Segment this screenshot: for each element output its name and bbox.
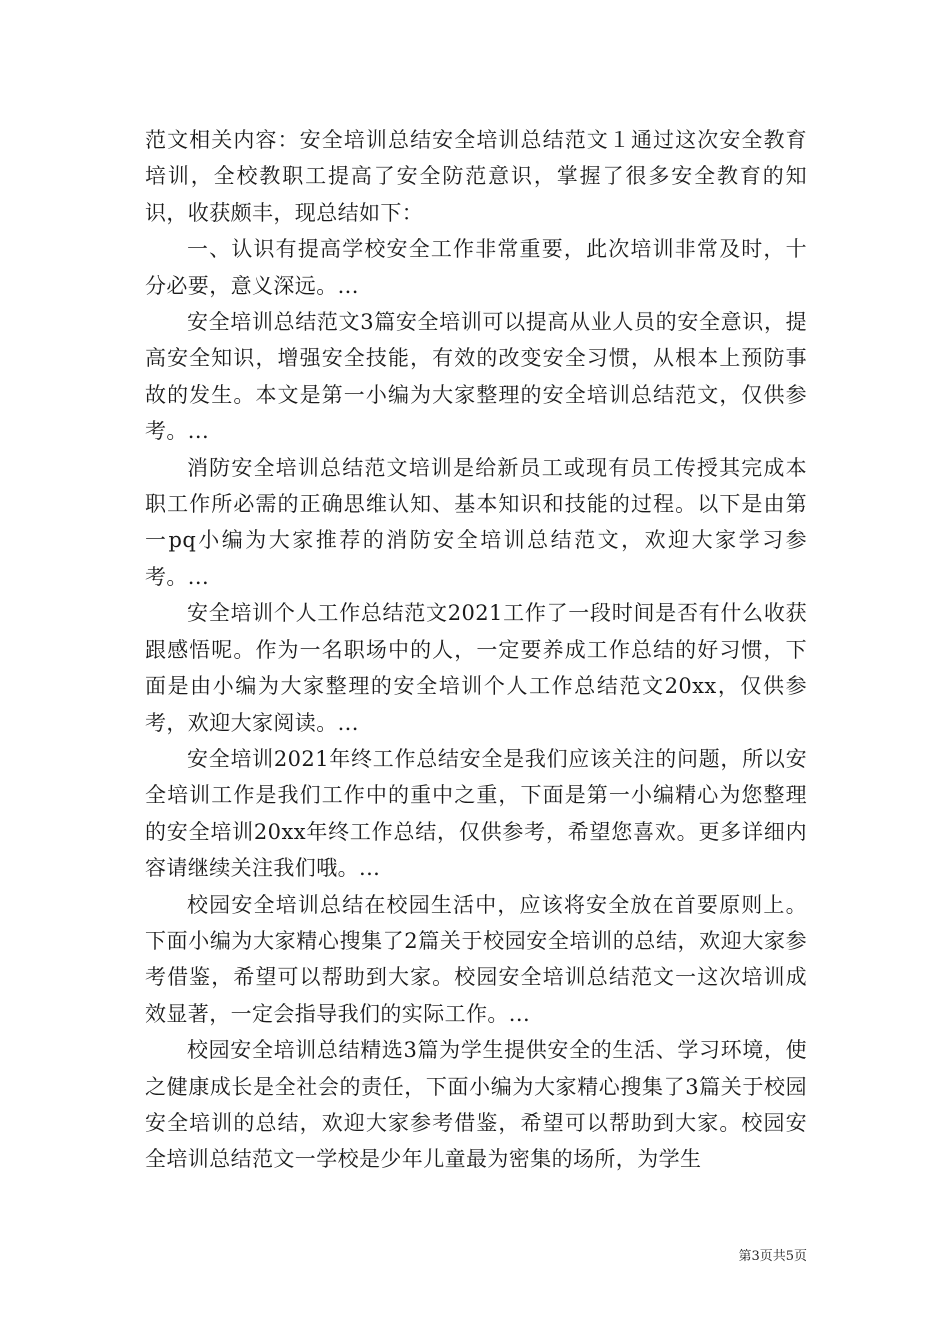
paragraph-6: 安全培训2021年终工作总结安全是我们应该关注的问题，所以安全培训工作是我们工作中的重中之重，下面是第一小编精心为您整理的安全培训20xx年终工作总结，仅供参考，希望您喜欢。更多详细内容请继续关注我们哦。... <box>145 746 807 881</box>
paragraph-8: 校园安全培训总结精选3篇为学生提供安全的生活、学习环境，使之健康成长是全社会的责任，下面小编为大家精心搜集了3篇关于校园安全培训的总结，欢迎大家参考借鉴，希望可以帮助到大家。校园安全培训总结范文一学校是少年儿童最为密集的场所，为学生 <box>145 1038 807 1172</box>
paragraph-5: 安全培训个人工作总结范文2021工作了一段时间是否有什么收获跟感悟呢。作为一名职场中的人，一定要养成工作总结的好习惯，下面是由小编为大家整理的安全培训个人工作总结范文20xx，仅供参考，欢迎大家阅读。... <box>145 601 807 735</box>
document-body <box>145 122 807 1178</box>
paragraph-1: 范文相关内容：安全培训总结安全培训总结范文１通过这次安全教育培训，全校教职工提高了安全防范意识，掌握了很多安全教育的知识，收获颇丰，现总结如下： <box>145 128 807 225</box>
paragraph-3: 安全培训总结范文3篇安全培训可以提高从业人员的安全意识，提高安全知识，增强安全技能，有效的改变安全习惯，从根本上预防事故的发生。本文是第一小编为大家整理的安全培训总结范文，仅供参考。... <box>145 310 807 444</box>
paragraph-7: 校园安全培训总结在校园生活中，应该将安全放在首要原则上。下面小编为大家精心搜集了2篇关于校园安全培训的总结，欢迎大家参考借鉴，希望可以帮助到大家。校园安全培训总结范文一这次培训成效显著，一定会指导我们的实际工作。... <box>145 892 807 1026</box>
paragraph-2: 一、认识有提高学校安全工作非常重要，此次培训非常及时，十分必要，意义深远。... <box>145 237 807 298</box>
paragraph-4: 消防安全培训总结范文培训是给新员工或现有员工传授其完成本职工作所必需的正确思维认知、基本知识和技能的过程。以下是由第一pq小编为大家推荐的消防安全培训总结范文，欢迎大家学习参考。... <box>145 455 807 589</box>
page-number: 第3页共5页 <box>738 1249 807 1264</box>
